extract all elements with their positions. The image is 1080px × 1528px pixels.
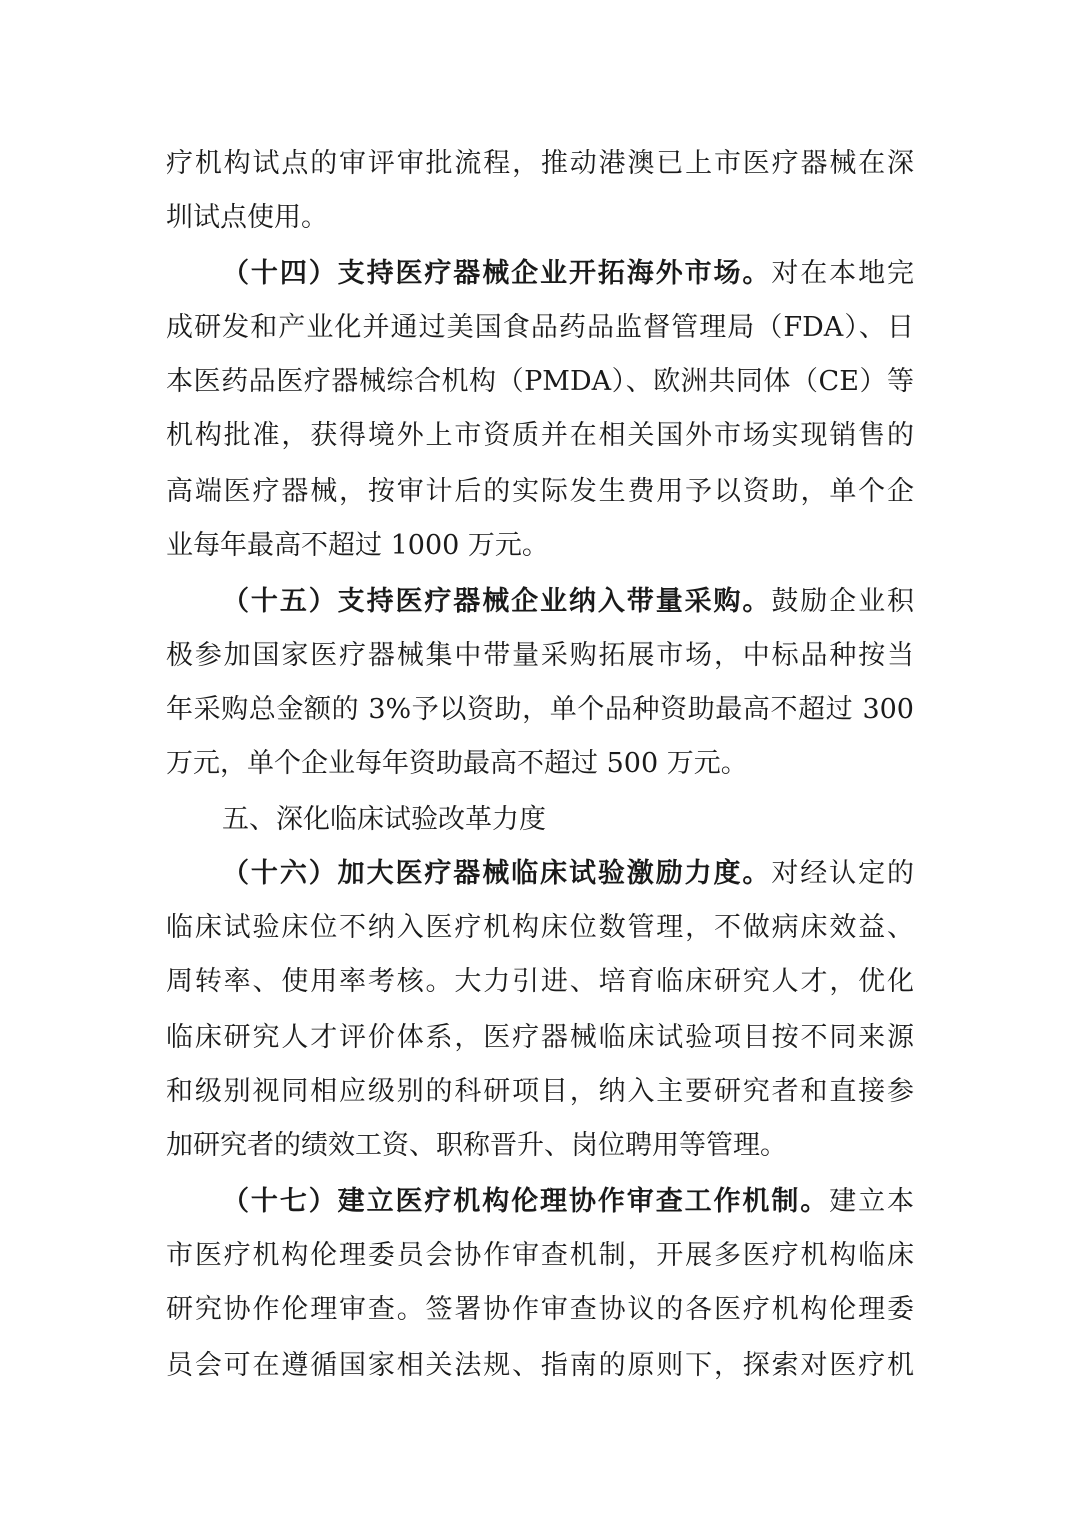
line-text: 极参加国家医疗器械集中带量采购拓展市场，中标品种按当 [166, 640, 914, 671]
line-text: 建立本 [829, 1186, 915, 1217]
section-title-15: （十五）支持医疗器械企业纳入带量采购。 [222, 586, 772, 617]
line-text: 和级别视同相应级别的科研项目，纳入主要研究者和直接参 [166, 1076, 914, 1107]
heading-text: 五、深化临床试验改革力度 [222, 804, 546, 835]
line-text: 高端医疗器械，按审计后的实际发生费用予以资助，单个企 [166, 476, 914, 507]
line-text: 万元，单个企业每年资助最高不超过 500 万元。 [166, 748, 748, 779]
line-text: 年采购总金额的 3%予以资助，单个品种资助最高不超过 300 [166, 694, 914, 725]
line-text: 研究协作伦理审查。签署协作审查协议的各医疗机构伦理委 [166, 1294, 914, 1325]
body-text-line [166, 1068, 914, 1116]
body-text-line [166, 686, 914, 734]
line-text: 对经认定的 [771, 858, 915, 889]
body-text-line [166, 1232, 914, 1280]
line-text: 业每年最高不超过 1000 万元。 [166, 530, 549, 561]
body-text-line [166, 522, 914, 570]
section-14-first-line [222, 250, 914, 298]
section-15-first-line [222, 578, 914, 626]
section-title-17: （十七）建立医疗机构伦理协作审查工作机制。 [222, 1186, 830, 1217]
body-text-line [166, 632, 914, 680]
body-text-line [166, 358, 914, 406]
line-text: 加研究者的绩效工资、职称晋升、岗位聘用等管理。 [166, 1130, 787, 1161]
body-text-line [166, 1014, 914, 1062]
line-text: 成研发和产业化并通过美国食品药品监督管理局（FDA）、日 [166, 312, 914, 343]
body-text-line [166, 304, 914, 352]
line-text: 疗机构试点的审评审批流程，推动港澳已上市医疗器械在深 [166, 148, 914, 179]
line-text: 鼓励企业积 [771, 586, 915, 617]
body-text-line [166, 412, 914, 460]
body-text-line [166, 140, 914, 188]
line-text: 圳试点使用。 [166, 202, 328, 233]
line-text: 临床研究人才评价体系，医疗器械临床试验项目按不同来源 [166, 1022, 914, 1053]
section-16-first-line [222, 850, 914, 898]
line-text: 对在本地完 [771, 258, 915, 289]
body-text-line [166, 468, 914, 516]
body-text-line [166, 904, 914, 952]
body-text-line [166, 958, 914, 1006]
body-text-line [166, 1342, 914, 1390]
section-title-14: （十四）支持医疗器械企业开拓海外市场。 [222, 258, 772, 289]
body-text-line [166, 1286, 914, 1334]
body-text-line [166, 1122, 914, 1170]
body-text-line [166, 194, 914, 242]
line-text: 周转率、使用率考核。大力引进、培育临床研究人才，优化 [166, 966, 914, 997]
line-text: 市医疗机构伦理委员会协作审查机制，开展多医疗机构临床 [166, 1240, 914, 1271]
body-text-line [166, 740, 914, 788]
line-text: 临床试验床位不纳入医疗机构床位数管理，不做病床效益、 [166, 912, 914, 943]
section-title-16: （十六）加大医疗器械临床试验激励力度。 [222, 858, 772, 889]
line-text: 员会可在遵循国家相关法规、指南的原则下，探索对医疗机 [166, 1350, 914, 1381]
chapter-heading-5 [222, 796, 914, 844]
section-17-first-line [222, 1178, 914, 1226]
line-text: 机构批准，获得境外上市资质并在相关国外市场实现销售的 [166, 420, 914, 451]
line-text: 本医药品医疗器械综合机构（PMDA）、欧洲共同体（CE）等 [166, 366, 914, 397]
